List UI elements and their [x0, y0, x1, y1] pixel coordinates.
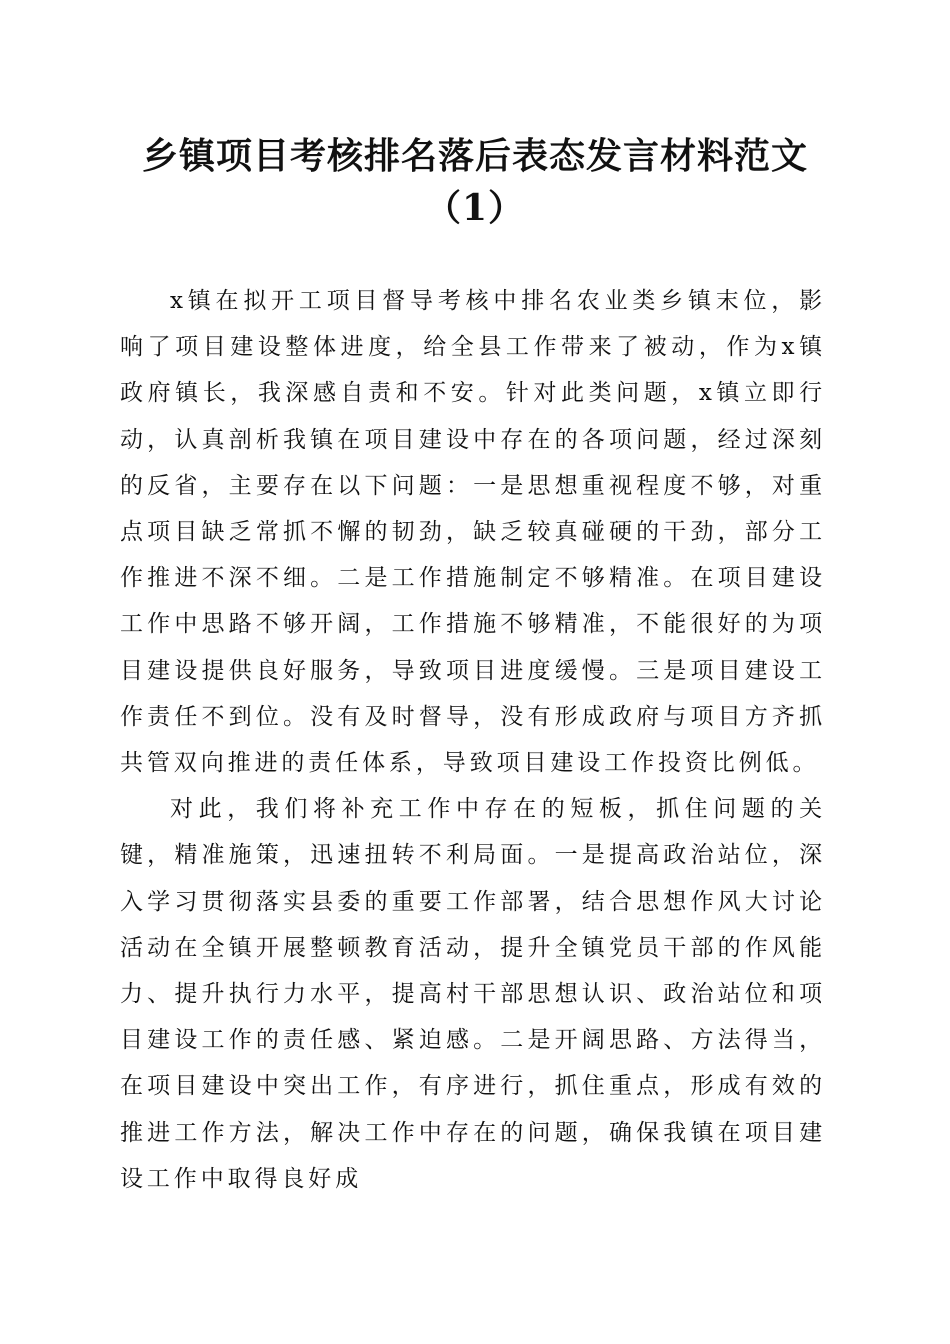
document-body — [120, 278, 826, 1202]
title-line-2: （1） — [424, 187, 526, 229]
title-line-1: 乡镇项目考核排名落后表态发言材料范文 — [141, 135, 808, 177]
paragraph-2: 对此，我们将补充工作中存在的短板，抓住问题的关键，精准施策，迅速扭转不利局面。一是提高政治站位，深入学习贯彻落实县委的重要工作部署，结合思想作风大讨论活动在全镇开展整顿教育活动，提升全镇党员干部的作风能力、提升执行力水平，提高村干部思想认识、政治站位和项目建设工作的责任感、紧迫感。二是开阔思路、方法得当，在项目建设中突出工作，有序进行，抓住重点，形成有效的推进工作方法，解决工作中存在的问题，确保我镇在项目建设工作中取得良好成 — [120, 796, 826, 1192]
paragraph-1: x镇在拟开工项目督导考核中排名农业类乡镇末位，影响了项目建设整体进度，给全县工作带来了被动，作为x镇政府镇长，我深感自责和不安。针对此类问题，x镇立即行动，认真剖析我镇在项目建设中存在的各项问题，经过深刻的反省，主要存在以下问题：一是思想重视程度不够，对重点项目缺乏常抓不懈的韧劲，缺乏较真碰硬的干劲，部分工作推进不深不细。二是工作措施制定不够精准。在项目建设工作中思路不够开阔，工作措施不够精准，不能很好的为项目建设提供良好服务，导致项目进度缓慢。三是项目建设工作责任不到位。没有及时督导，没有形成政府与项目方齐抓共管双向推进的责任体系，导致项目建设工作投资比例低。 — [120, 288, 826, 777]
document-title — [100, 130, 850, 234]
